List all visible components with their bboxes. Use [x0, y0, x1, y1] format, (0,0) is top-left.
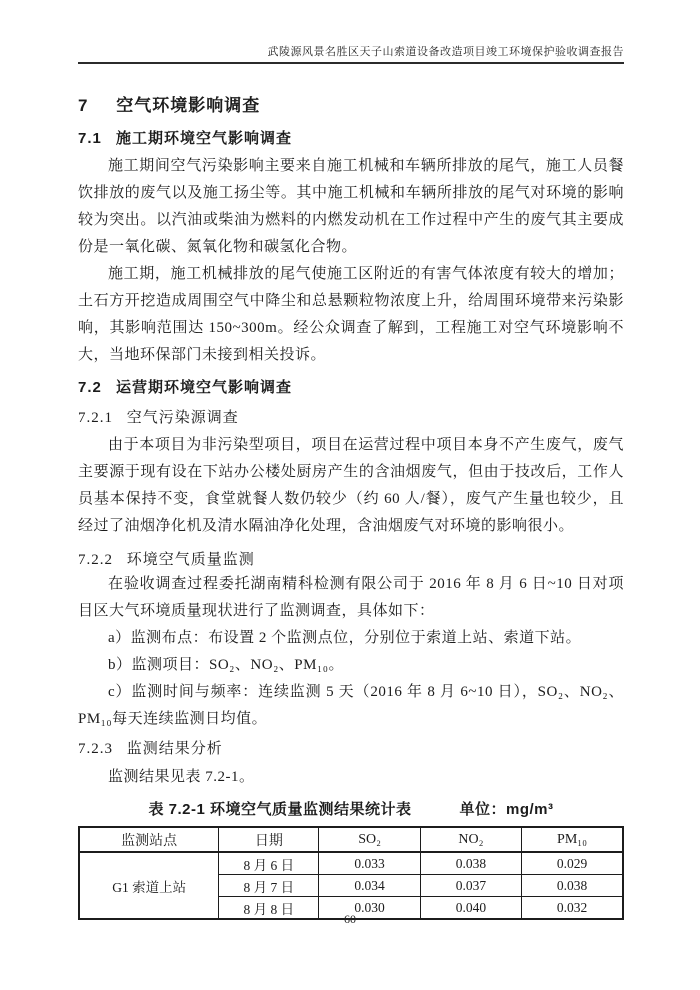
section-7-2-1-heading: [78, 406, 624, 427]
col-header-pm10: PM₁₀: [522, 827, 623, 852]
page-content: [78, 0, 624, 920]
so2-value: 0.034: [319, 875, 420, 897]
table-row: [79, 852, 623, 875]
section-7-2-3-number: 7.2.3: [78, 741, 113, 757]
section-7-2-3-title: 监测结果分析: [126, 741, 223, 757]
paragraph-construction-1: 施工期间空气污染影响主要来自施工机械和车辆所排放的尾气，施工人员餐饮排放的废气以及施工扬尘等。其中施工机械和车辆所排放的尾气对环境的影响较为突出。以汽油或柴油为燃料的内燃发动机在工作过程中产生的废气其主要成份是一氧化碳、氮氧化物和碳氢化合物。: [78, 158, 624, 255]
section-7-2-2-title: 环境空气质量监测: [126, 552, 255, 568]
list-item-c: c）监测时间与频率：连续监测 5 天（2016 年 8 月 6~10 日），SO₂、NO₂、PM₁₀每天连续监测日均值。: [78, 684, 624, 727]
so2-value: 0.033: [319, 852, 420, 875]
table-caption: [78, 798, 624, 819]
section-7-2-2-heading: [78, 548, 624, 569]
section-7-number: 7: [78, 96, 89, 115]
section-7-2-number: 7.2: [78, 379, 102, 396]
section-7-2-1-number: 7.2.1: [78, 410, 113, 426]
paragraph-results-ref: 监测结果见表 7.2-1。: [108, 769, 255, 785]
header-title: 武陵源风景名胜区天子山索道设备改造项目竣工环境保护验收调查报告: [267, 46, 624, 58]
table-header-row: [79, 827, 623, 852]
header-rule: [78, 62, 624, 64]
section-7-1-number: 7.1: [78, 130, 102, 147]
section-7-2-heading: [78, 376, 624, 397]
pm10-value: 0.032: [522, 897, 623, 920]
section-7-2-2-number: 7.2.2: [78, 552, 113, 568]
pm10-value: 0.029: [522, 852, 623, 875]
paragraph-monitoring-intro: 在验收调查过程委托湖南精科检测有限公司于 2016 年 8 月 6 日~10 日对项目区大气环境质量现状进行了监测调查，具体如下：: [78, 576, 624, 619]
table-unit-label: 单位：mg/m³: [459, 801, 554, 818]
page-number: 60: [344, 912, 356, 926]
list-item-b: b）监测项目：SO₂、NO₂、PM₁₀。: [108, 657, 344, 673]
col-header-so2: SO₂: [319, 827, 420, 852]
list-item-a: a）监测布点：布设置 2 个监测点位，分别位于索道上站、索道下站。: [108, 630, 582, 646]
so2-value: 0.030: [319, 897, 420, 920]
section-7-1-title: 施工期环境空气影响调查: [116, 130, 293, 147]
no2-value: 0.037: [420, 875, 521, 897]
paragraph-operation-source: 由于本项目为非污染型项目，项目在运营过程中项目本身不产生废气，废气主要源于现有设在下站办公楼处厨房产生的含油烟废气，但由于技改后，工作人员基本保持不变，食堂就餐人数仍较少（约 60 人/餐），废气产生量也较少，且经过了油烟净化机及清水隔油净化处理，含油烟废气对环境的影响很小。: [78, 437, 624, 534]
air-quality-table: [78, 826, 624, 920]
paragraph-construction-2: 施工期，施工机械排放的尾气使施工区附近的有害气体浓度有较大的增加；土石方开挖造成周围空气中降尘和总悬颗粒物浓度上升，给周围环境带来污染影响，其影响范围达 150~300m。经公众调查了解到，工程施工对空气环境影响不大，当地环保部门未接到相关投诉。: [78, 266, 624, 363]
date-cell: 8 月 7 日: [219, 875, 319, 897]
section-7-1-heading: [78, 127, 624, 148]
col-header-station: 监测站点: [79, 827, 219, 852]
table-caption-text: 表 7.2-1 环境空气质量监测结果统计表: [148, 801, 412, 818]
station-cell: G1 索道上站: [79, 852, 219, 919]
date-cell: 8 月 8 日: [219, 897, 319, 920]
section-7-2-1-title: 空气污染源调查: [126, 410, 239, 426]
no2-value: 0.040: [420, 897, 521, 920]
col-header-date: 日期: [219, 827, 319, 852]
section-7-2-3-heading: [78, 737, 624, 758]
pm10-value: 0.038: [522, 875, 623, 897]
section-7-2-title: 运营期环境空气影响调查: [116, 379, 293, 396]
running-header: [78, 0, 624, 59]
section-7-title: 空气环境影响调查: [116, 96, 261, 115]
section-7-heading: [78, 91, 624, 116]
date-cell: 8 月 6 日: [219, 852, 319, 875]
no2-value: 0.038: [420, 852, 521, 875]
col-header-no2: NO₂: [420, 827, 521, 852]
